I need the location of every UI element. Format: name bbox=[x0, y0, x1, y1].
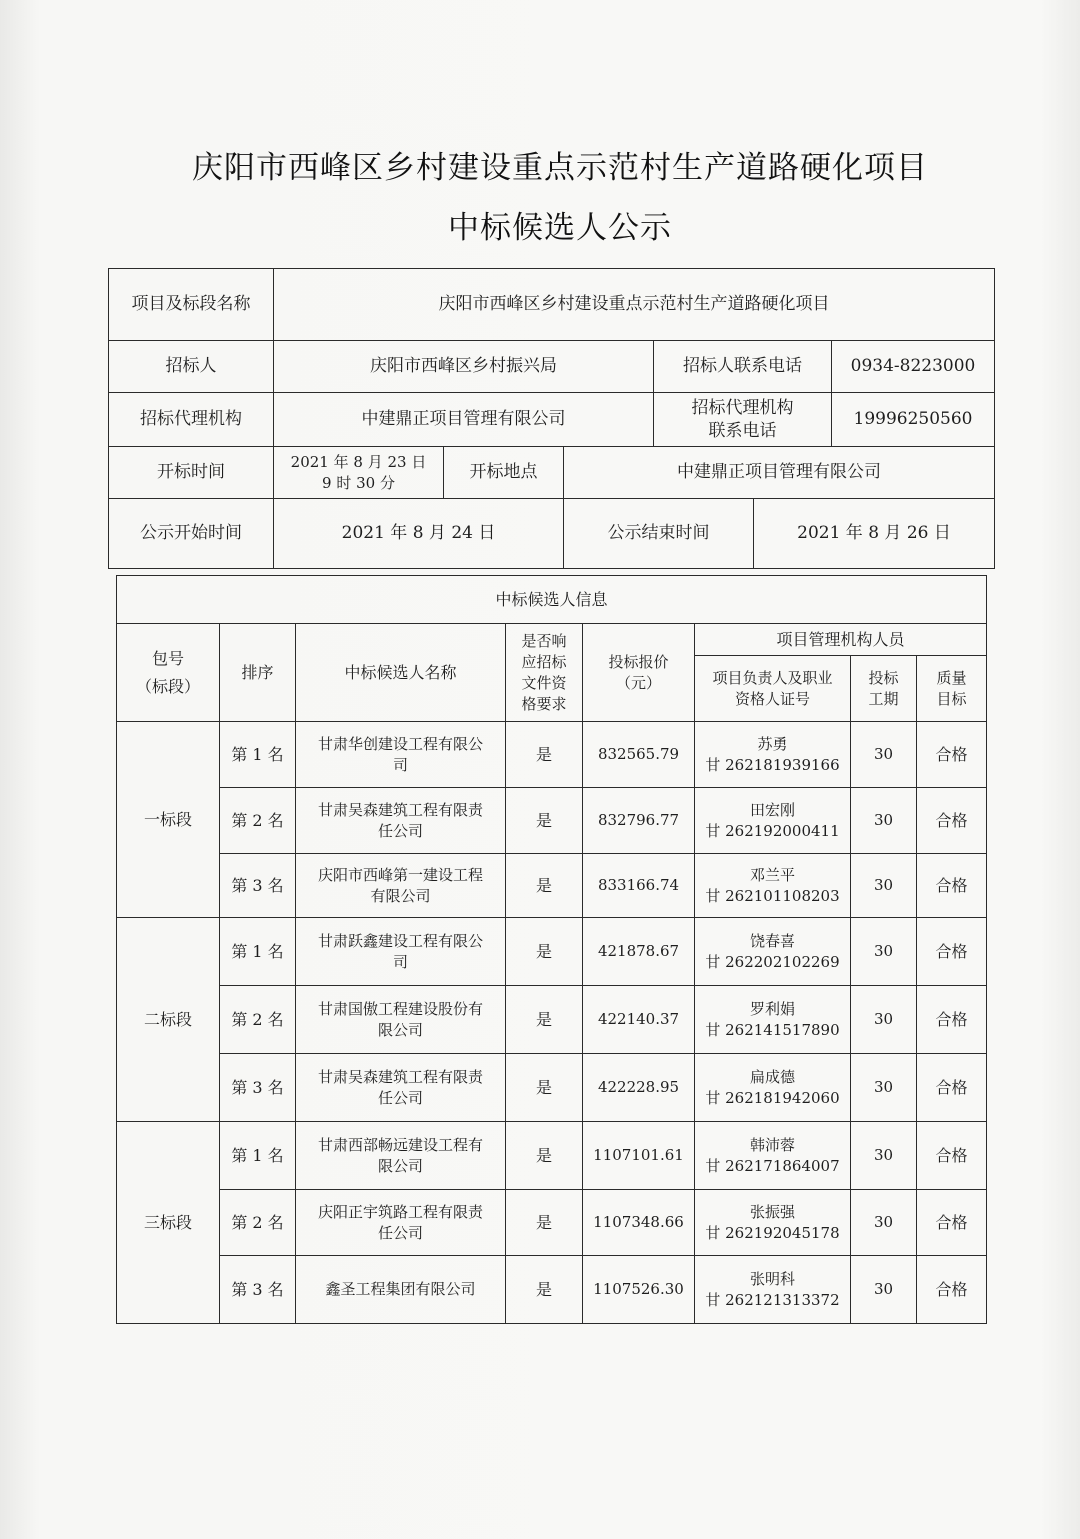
agency-phone-label bbox=[654, 393, 832, 447]
responsive-cell: 是 bbox=[506, 788, 583, 854]
candidates-body bbox=[117, 722, 987, 1324]
price-cell: 832565.79 bbox=[583, 722, 695, 788]
header-price-line2: （元） bbox=[615, 673, 661, 692]
candidate-name-cell bbox=[296, 918, 506, 986]
period-cell: 30 bbox=[851, 918, 917, 986]
quality-cell: 合格 bbox=[917, 918, 987, 986]
candidate-name-line1: 庆阳正宇筑路工程有限责 bbox=[317, 1202, 483, 1221]
manager-name: 张明科 bbox=[749, 1269, 795, 1288]
period-cell: 30 bbox=[851, 986, 917, 1054]
manager-name: 邓兰平 bbox=[749, 865, 795, 884]
candidate-name-cell bbox=[296, 1122, 506, 1190]
table-row bbox=[117, 986, 987, 1054]
table-row bbox=[117, 722, 987, 788]
quality-cell: 合格 bbox=[917, 1054, 987, 1122]
price-cell: 1107348.66 bbox=[583, 1190, 695, 1256]
open-time-hour: 9 时 30 分 bbox=[322, 473, 395, 492]
manager-cell bbox=[695, 1190, 851, 1256]
candidate-name-line1: 庆阳市西峰第一建设工程 bbox=[317, 865, 483, 884]
candidate-name-cell bbox=[296, 986, 506, 1054]
header-period-line2: 工期 bbox=[868, 689, 899, 708]
rank-cell: 第 2 名 bbox=[220, 788, 296, 854]
responsive-cell: 是 bbox=[506, 1256, 583, 1324]
table-row bbox=[117, 854, 987, 918]
table-row bbox=[117, 788, 987, 854]
candidate-name-cell bbox=[296, 854, 506, 918]
header-manager bbox=[695, 656, 851, 722]
header-price bbox=[583, 624, 695, 722]
header-period-line1: 投标 bbox=[868, 668, 899, 687]
document-title: 庆阳市西峰区乡村建设重点示范村生产道路硬化项目 bbox=[192, 150, 928, 186]
manager-name: 张振强 bbox=[749, 1202, 795, 1221]
rank-cell: 第 3 名 bbox=[220, 854, 296, 918]
quality-cell: 合格 bbox=[917, 722, 987, 788]
table-row bbox=[117, 1256, 987, 1324]
candidate-name-line2: 司 bbox=[392, 755, 408, 774]
package-cell: 三标段 bbox=[117, 1122, 220, 1324]
responsive-cell: 是 bbox=[506, 1122, 583, 1190]
quality-cell: 合格 bbox=[917, 788, 987, 854]
notice-start-label: 公示开始时间 bbox=[109, 499, 274, 569]
header-price-line1: 投标报价 bbox=[608, 652, 669, 671]
tenderer-phone-value: 0934-8223000 bbox=[832, 341, 995, 393]
header-responsive-line1: 是否响 bbox=[521, 631, 567, 650]
header-rank: 排序 bbox=[220, 624, 296, 722]
period-cell: 30 bbox=[851, 1054, 917, 1122]
quality-cell: 合格 bbox=[917, 986, 987, 1054]
quality-cell: 合格 bbox=[917, 854, 987, 918]
manager-name: 饶春喜 bbox=[749, 931, 795, 950]
header-mgmt-group: 项目管理机构人员 bbox=[695, 624, 987, 656]
agency-phone-label-line2: 联系电话 bbox=[708, 420, 777, 441]
manager-cell bbox=[695, 788, 851, 854]
rank-cell: 第 3 名 bbox=[220, 1256, 296, 1324]
header-responsive-line3: 文件资 bbox=[521, 673, 567, 692]
rank-cell: 第 1 名 bbox=[220, 1122, 296, 1190]
package-cell: 二标段 bbox=[117, 918, 220, 1122]
agency-phone-label-line1: 招标代理机构 bbox=[691, 397, 794, 418]
period-cell: 30 bbox=[851, 1122, 917, 1190]
table-row bbox=[117, 1054, 987, 1122]
period-cell: 30 bbox=[851, 722, 917, 788]
price-cell: 833166.74 bbox=[583, 854, 695, 918]
rank-cell: 第 3 名 bbox=[220, 1054, 296, 1122]
candidate-name-line1: 甘肃华创建设工程有限公 bbox=[317, 734, 483, 753]
header-period bbox=[851, 656, 917, 722]
manager-cert: 甘 262101108203 bbox=[705, 886, 840, 905]
tenderer-value: 庆阳市西峰区乡村振兴局 bbox=[274, 341, 654, 393]
quality-cell: 合格 bbox=[917, 1122, 987, 1190]
candidate-name-line1: 甘肃吴森建筑工程有限责 bbox=[317, 1067, 483, 1086]
responsive-cell: 是 bbox=[506, 722, 583, 788]
header-package-line1: 包号 bbox=[151, 649, 184, 669]
period-cell: 30 bbox=[851, 1256, 917, 1324]
package-cell: 一标段 bbox=[117, 722, 220, 918]
notice-end-value: 2021 年 8 月 26 日 bbox=[754, 499, 995, 569]
manager-cell bbox=[695, 722, 851, 788]
notice-start-value: 2021 年 8 月 24 日 bbox=[274, 499, 564, 569]
price-cell: 1107526.30 bbox=[583, 1256, 695, 1324]
manager-cell bbox=[695, 1054, 851, 1122]
project-label: 项目及标段名称 bbox=[109, 269, 274, 341]
period-cell: 30 bbox=[851, 788, 917, 854]
open-place-value: 中建鼎正项目管理有限公司 bbox=[564, 447, 995, 499]
price-cell: 1107101.61 bbox=[583, 1122, 695, 1190]
header-quality-line2: 目标 bbox=[936, 689, 967, 708]
candidate-name-cell bbox=[296, 1054, 506, 1122]
candidate-name-line2: 任公司 bbox=[377, 821, 423, 840]
document-subtitle: 中标候选人公示 bbox=[448, 210, 672, 246]
manager-name: 韩沛蓉 bbox=[749, 1135, 795, 1154]
manager-cert: 甘 262202102269 bbox=[705, 952, 840, 971]
candidate-name-line1: 甘肃国傲工程建设股份有 bbox=[317, 999, 483, 1018]
header-package bbox=[117, 624, 220, 722]
candidate-name-line2: 限公司 bbox=[377, 1156, 423, 1175]
open-time-date: 2021 年 8 月 23 日 bbox=[290, 452, 427, 471]
agency-label: 招标代理机构 bbox=[109, 393, 274, 447]
candidate-name-line1: 甘肃吴森建筑工程有限责 bbox=[317, 800, 483, 819]
table-row bbox=[117, 1122, 987, 1190]
manager-cert: 甘 262141517890 bbox=[705, 1020, 840, 1039]
manager-name: 扁成德 bbox=[749, 1067, 795, 1086]
rank-cell: 第 2 名 bbox=[220, 1190, 296, 1256]
responsive-cell: 是 bbox=[506, 986, 583, 1054]
agency-phone-value: 19996250560 bbox=[832, 393, 995, 447]
header-responsive bbox=[506, 624, 583, 722]
manager-name: 罗利娟 bbox=[749, 999, 795, 1018]
header-responsive-line4: 格要求 bbox=[521, 694, 567, 713]
project-value: 庆阳市西峰区乡村建设重点示范村生产道路硬化项目 bbox=[274, 269, 995, 341]
candidate-name-line2: 有限公司 bbox=[370, 886, 431, 905]
table-row bbox=[117, 918, 987, 986]
header-quality-line1: 质量 bbox=[936, 668, 967, 687]
candidate-name-cell bbox=[296, 722, 506, 788]
candidate-name-line1: 甘肃西部畅远建设工程有 bbox=[317, 1135, 483, 1154]
period-cell: 30 bbox=[851, 854, 917, 918]
candidate-name-line2: 限公司 bbox=[377, 1020, 423, 1039]
price-cell: 832796.77 bbox=[583, 788, 695, 854]
tenderer-phone-label: 招标人联系电话 bbox=[654, 341, 832, 393]
price-cell: 421878.67 bbox=[583, 918, 695, 986]
header-responsive-line2: 应招标 bbox=[521, 652, 567, 671]
manager-cert: 甘 262181939166 bbox=[705, 755, 840, 774]
open-time-label: 开标时间 bbox=[109, 447, 274, 499]
manager-cell bbox=[695, 854, 851, 918]
notice-end-label: 公示结束时间 bbox=[564, 499, 754, 569]
period-cell: 30 bbox=[851, 1190, 917, 1256]
candidate-name-cell bbox=[296, 1256, 506, 1324]
manager-cert: 甘 262192045178 bbox=[705, 1223, 840, 1242]
responsive-cell: 是 bbox=[506, 918, 583, 986]
manager-cert: 甘 262181942060 bbox=[705, 1088, 840, 1107]
candidate-name-line1: 甘肃跃鑫建设工程有限公 bbox=[317, 931, 483, 950]
rank-cell: 第 1 名 bbox=[220, 722, 296, 788]
candidate-name-cell bbox=[296, 788, 506, 854]
header-name: 中标候选人名称 bbox=[296, 624, 506, 722]
agency-value: 中建鼎正项目管理有限公司 bbox=[274, 393, 654, 447]
rank-cell: 第 2 名 bbox=[220, 986, 296, 1054]
project-info-table bbox=[108, 268, 995, 569]
header-manager-line2: 资格人证号 bbox=[734, 689, 810, 708]
responsive-cell: 是 bbox=[506, 854, 583, 918]
candidate-name-line2: 任公司 bbox=[377, 1223, 423, 1242]
manager-cell bbox=[695, 1256, 851, 1324]
header-manager-line1: 项目负责人及职业 bbox=[712, 668, 833, 687]
header-package-line2: （标段） bbox=[135, 676, 200, 696]
price-cell: 422228.95 bbox=[583, 1054, 695, 1122]
rank-cell: 第 1 名 bbox=[220, 918, 296, 986]
candidate-name-line2: 任公司 bbox=[377, 1088, 423, 1107]
responsive-cell: 是 bbox=[506, 1054, 583, 1122]
manager-name: 苏勇 bbox=[757, 734, 788, 753]
manager-cert: 甘 262121313372 bbox=[705, 1290, 840, 1309]
quality-cell: 合格 bbox=[917, 1190, 987, 1256]
responsive-cell: 是 bbox=[506, 1190, 583, 1256]
price-cell: 422140.37 bbox=[583, 986, 695, 1054]
open-place-label: 开标地点 bbox=[444, 447, 564, 499]
quality-cell: 合格 bbox=[917, 1256, 987, 1324]
manager-cell bbox=[695, 1122, 851, 1190]
candidate-name-line2: 司 bbox=[392, 952, 408, 971]
manager-cell bbox=[695, 918, 851, 986]
candidates-section-title: 中标候选人信息 bbox=[117, 576, 987, 624]
manager-cell bbox=[695, 986, 851, 1054]
manager-cert: 甘 262192000411 bbox=[705, 821, 840, 840]
open-time-value bbox=[274, 447, 444, 499]
header-quality bbox=[917, 656, 987, 722]
candidates-table bbox=[116, 575, 987, 1324]
manager-cert: 甘 262171864007 bbox=[705, 1156, 840, 1175]
tenderer-label: 招标人 bbox=[109, 341, 274, 393]
candidate-name-line1: 鑫圣工程集团有限公司 bbox=[325, 1280, 476, 1299]
manager-name: 田宏刚 bbox=[749, 800, 795, 819]
table-row bbox=[117, 1190, 987, 1256]
candidate-name-cell bbox=[296, 1190, 506, 1256]
